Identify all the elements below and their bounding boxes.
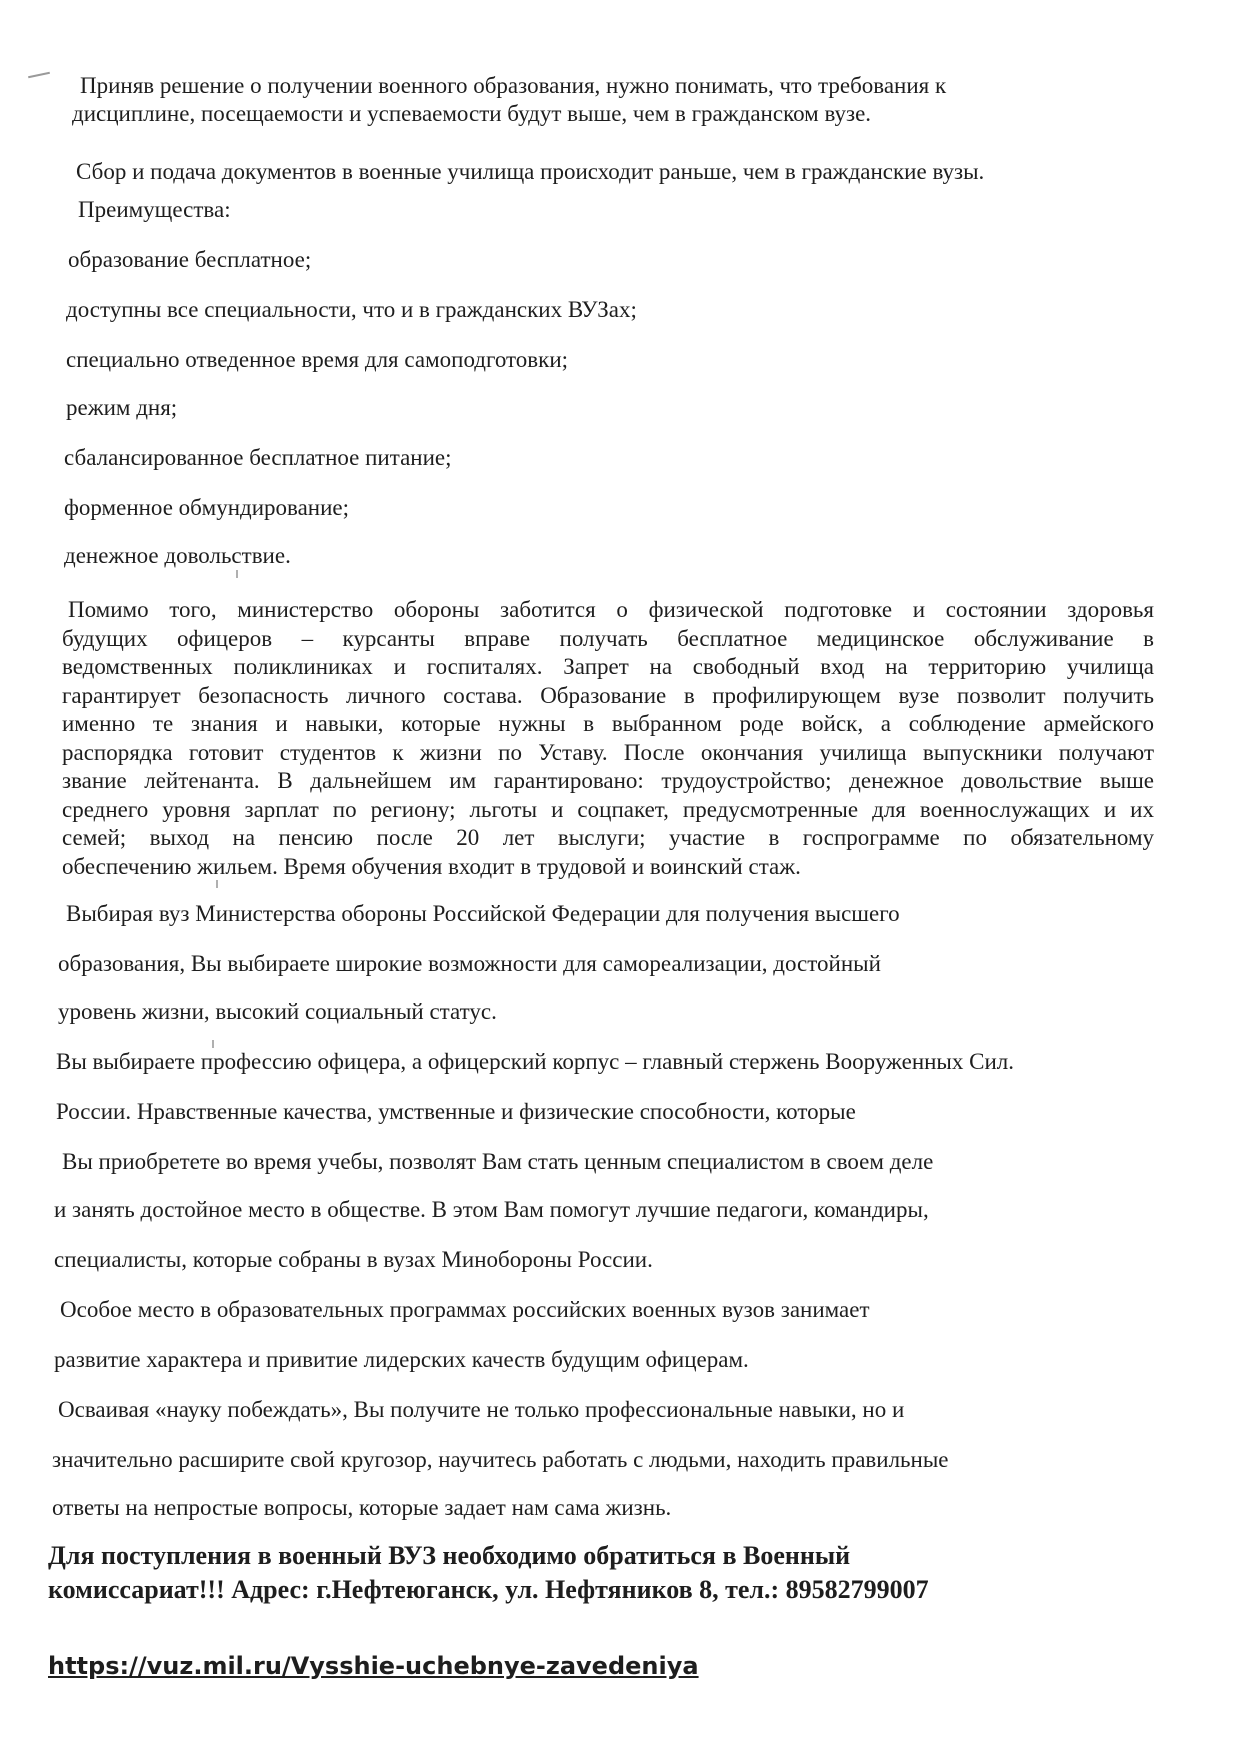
- choice-line: России. Нравственные качества, умственные и физические способности, которые: [56, 1099, 856, 1124]
- advantage-item: сбалансированное бесплатное питание;: [64, 445, 452, 470]
- paragraph-line: Помимо того, министерство обороны заботится о физической подготовке и состоянии здоровья: [68, 597, 1154, 622]
- choice-line: Особое место в образовательных программах российских военных вузов занимает: [60, 1297, 870, 1322]
- paragraph-line: ведомственных поликлиниках и госпиталях. Запрет на свободный вход на территорию училища: [62, 654, 1154, 679]
- scan-speck: [236, 570, 238, 578]
- contact-line: комиссариат!!! Адрес: г.Нефтеюганск, ул. Нефтяников 8, тел.: 89582799007: [48, 1575, 929, 1604]
- paragraph-line: именно те знания и навыки, которые нужны в выбранном роде войск, а соблюдение армейского: [62, 711, 1154, 736]
- choice-line: Осваивая «науку побеждать», Вы получите не только профессиональные навыки, но и: [58, 1397, 905, 1422]
- paragraph-line: распорядка готовит студентов к жизни по Уставу. После окончания училища выпускники получают: [62, 739, 1154, 765]
- paragraph-line: среднего уровня зарплат по региону; льготы и соцпакет, предусмотренные для военнослужащих и их: [62, 796, 1154, 822]
- paragraph-line: будущих офицеров – курсанты вправе получать бесплатное медицинское обслуживание в: [62, 625, 1154, 651]
- paragraph-line: семей; выход на пенсию после 20 лет выслуги; участие в госпрограмме по обязательному: [62, 825, 1154, 850]
- advantages-heading: Преимущества:: [78, 197, 231, 222]
- advantage-item: форменное обмундирование;: [64, 495, 350, 520]
- paragraph-line: гарантирует безопасность личного состава. Образование в профилирующем вузе позволит получить: [62, 682, 1154, 708]
- intro-line: дисциплине, посещаемости и успеваемости будут выше, чем в гражданском вузе.: [72, 101, 872, 126]
- documents-note: Сбор и подача документов в военные училища происходит раньше, чем в гражданские вузы.: [76, 159, 985, 184]
- contact-line: Для поступления в военный ВУЗ необходимо обратиться в Военный: [48, 1541, 851, 1570]
- paragraph-line: обеспечению жильем. Время обучения входит в трудовой и воинский стаж.: [62, 853, 801, 879]
- intro-line: Приняв решение о получении военного образования, нужно понимать, что требования к: [80, 73, 947, 98]
- paragraph-line: звание лейтенанта. В дальнейшем им гарантировано: трудоустройство; денежное довольствие выше: [62, 768, 1154, 793]
- scan-speck: [216, 880, 218, 888]
- advantage-item: специально отведенное время для самоподготовки;: [66, 347, 569, 372]
- choice-line: ответы на непростые вопросы, которые задает нам сама жизнь.: [52, 1495, 672, 1520]
- choice-line: образования, Вы выбираете широкие возможности для самореализации, достойный: [58, 951, 881, 976]
- vuz-website-link[interactable]: https://vuz.mil.ru/Vysshie-uchebnye-zavedeniya: [48, 1652, 699, 1680]
- scan-artifact: [28, 72, 50, 79]
- choice-line: специалисты, которые собраны в вузах Минобороны России.: [54, 1247, 653, 1272]
- choice-line: Вы приобретете во время учебы, позволят Вам стать ценным специалистом в своем деле: [62, 1149, 934, 1174]
- advantage-item: доступны все специальности, что и в гражданских ВУЗах;: [66, 297, 637, 322]
- choice-line: уровень жизни, высокий социальный статус.: [58, 999, 497, 1024]
- choice-line: Выбирая вуз Министерства обороны Российской Федерации для получения высшего: [66, 901, 900, 926]
- advantage-item: образование бесплатное;: [68, 247, 312, 272]
- ministry-paragraph: [62, 596, 1154, 881]
- choice-line: и занять достойное место в обществе. В этом Вам помогут лучшие педагоги, командиры,: [54, 1197, 929, 1222]
- choice-line: значительно расширите свой кругозор, научитесь работать с людьми, находить правильные: [52, 1447, 949, 1472]
- advantage-item: режим дня;: [66, 395, 178, 420]
- advantage-item: денежное довольствие.: [64, 543, 291, 568]
- choice-line: Вы выбираете профессию офицера, а офицерский корпус – главный стержень Вооруженных Сил.: [56, 1049, 1015, 1074]
- choice-line: развитие характера и привитие лидерских качеств будущим офицерам.: [54, 1347, 749, 1372]
- scan-speck: [212, 1040, 214, 1048]
